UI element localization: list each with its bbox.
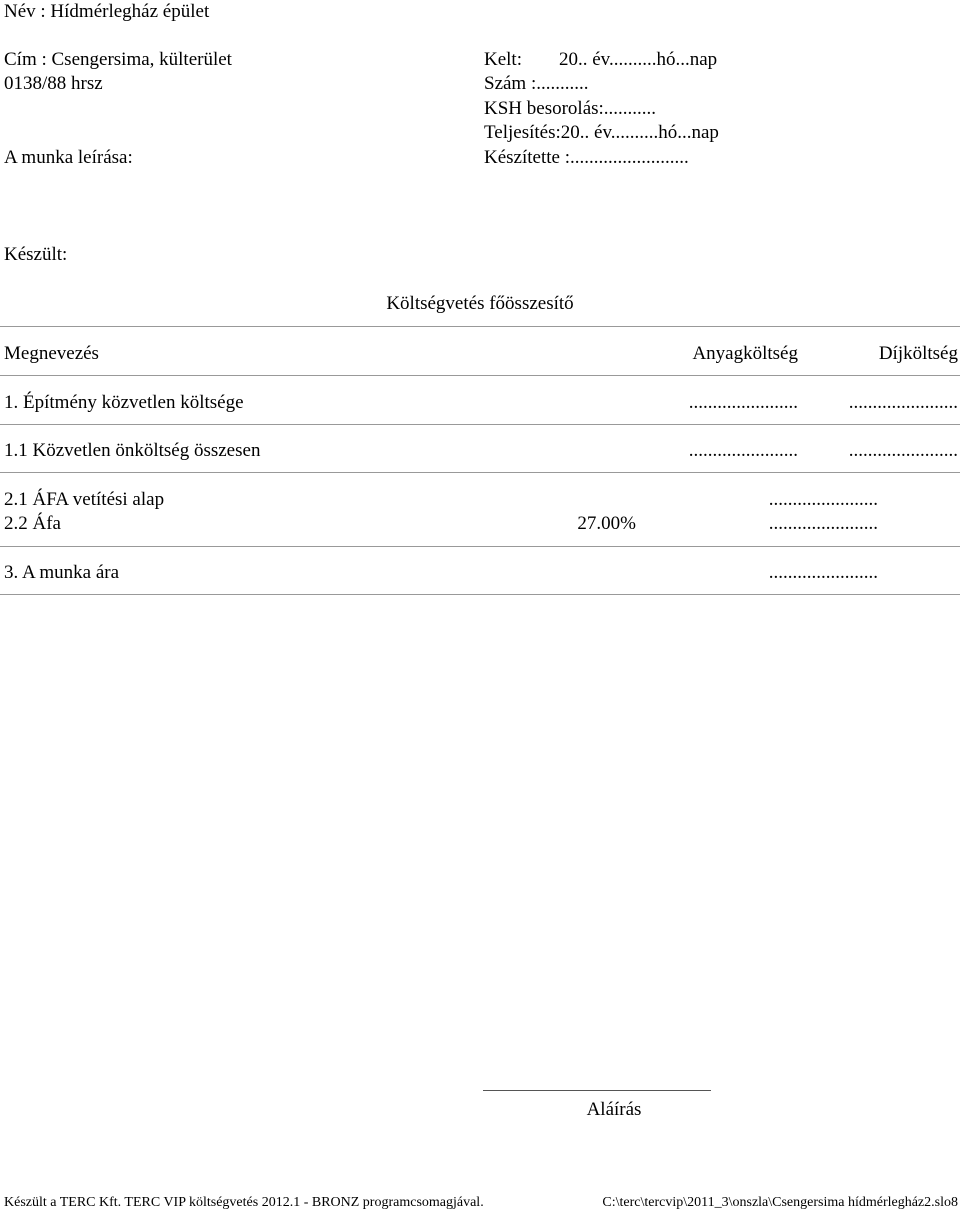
table-bottom-rule (0, 594, 960, 595)
row-3-label: 3. A munka ára (4, 562, 120, 583)
row-2-1-value: ....................... (768, 489, 878, 510)
work-description-label: A munka leírása: (4, 147, 133, 168)
kelt-value: 20.. év..........hó...nap (559, 49, 718, 70)
row-1-1-material: ....................... (688, 440, 798, 461)
row-1-1-rule (0, 472, 960, 473)
header-rule (0, 375, 960, 376)
row-3-value: ....................... (768, 562, 878, 583)
row-2-rule (0, 546, 960, 547)
keszitette-field: Készítette :......................... (484, 147, 689, 168)
row-2-2-value: ....................... (768, 513, 878, 534)
row-1-1-labor: ....................... (848, 440, 958, 461)
column-header-labor: Díjköltség (878, 343, 958, 364)
ksh-field: KSH besorolás:........... (484, 98, 657, 119)
footer-right: C:\terc\tercvip\2011_3\onszla\Csengersima hídmérlegház2.slo8 (602, 1195, 958, 1210)
row-2-2-rate: 27.00% (577, 513, 636, 534)
address-line-1: Cím : Csengersima, külterület (4, 49, 232, 70)
keszult-label: Készült: (4, 244, 68, 265)
teljesites-field: Teljesítés:20.. év..........hó...nap (484, 122, 719, 143)
row-1-labor: ....................... (848, 392, 958, 413)
column-header-name: Megnevezés (4, 343, 99, 364)
kelt-label: Kelt: (484, 49, 522, 70)
column-header-material: Anyagköltség (692, 343, 798, 364)
document-title: Költségvetés főösszesítő (386, 293, 574, 314)
row-1-material: ....................... (688, 392, 798, 413)
signature-label: Aláírás (586, 1099, 642, 1120)
szam-field: Szám :........... (484, 73, 589, 94)
row-2-2-label: 2.2 Áfa (4, 513, 61, 534)
row-1-1-label: 1.1 Közvetlen önköltség összesen (4, 440, 261, 461)
row-1-label: 1. Építmény közvetlen költsége (4, 392, 244, 413)
table-top-rule (0, 326, 960, 327)
row-1-rule (0, 424, 960, 425)
signature-line (483, 1090, 711, 1091)
project-name: Név : Hídmérlegház épület (4, 1, 210, 22)
address-line-2: 0138/88 hrsz (4, 73, 103, 94)
row-2-1-label: 2.1 ÁFA vetítési alap (4, 489, 165, 510)
footer-left: Készült a TERC Kft. TERC VIP költségvetés 2012.1 - BRONZ programcsomagjával. (4, 1195, 484, 1210)
